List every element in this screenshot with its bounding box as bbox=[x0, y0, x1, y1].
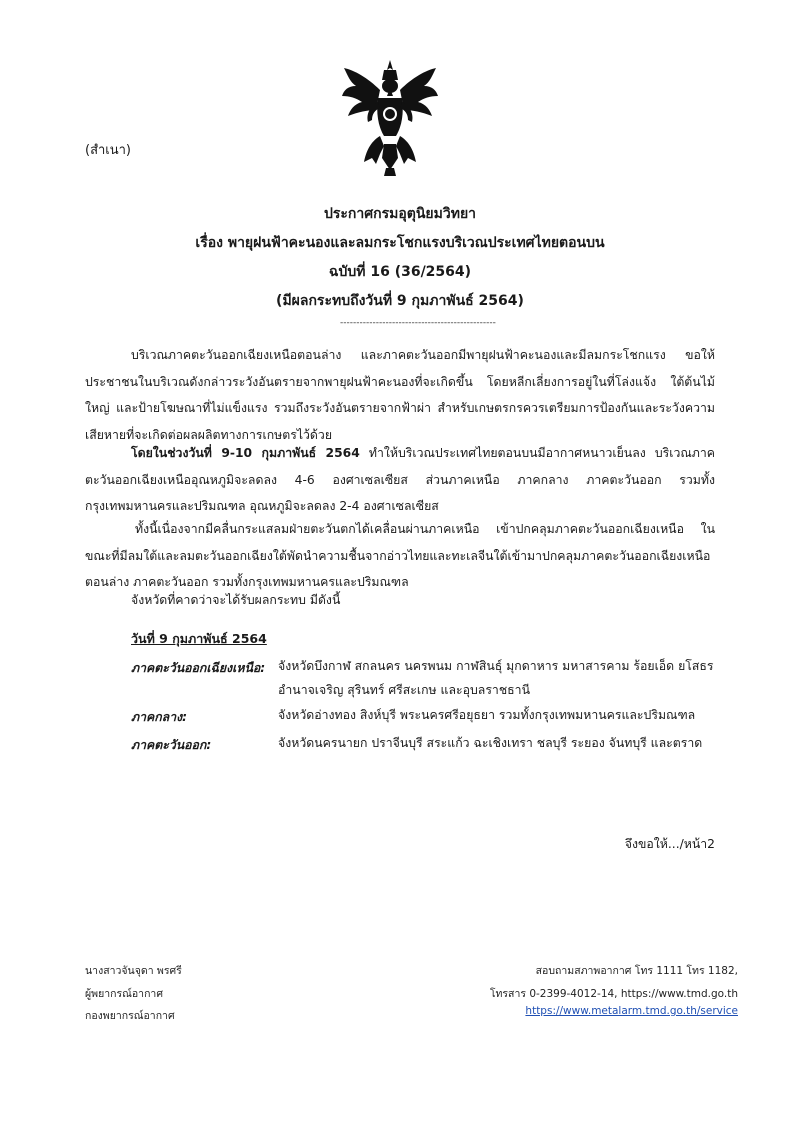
paragraph-temperature bbox=[85, 440, 715, 520]
announcement-issue: ฉบับที่ 16 (36/2564) bbox=[328, 264, 472, 280]
forecaster-division: กองพยากรณ์อากาศ bbox=[85, 1010, 175, 1022]
region-provinces-northeast: จังหวัดบึงกาฬ สกลนคร นครพนม กาฬสินธุ์ มุกดาหาร มหาสารคาม ร้อยเอ็ด ยโสธร อำนาจเจริญ สุรินทร์ ศรีสะเกษ และอุบลราชธานี bbox=[278, 659, 714, 697]
paragraph-warning: บริเวณภาคตะวันออกเฉียงเหนือตอนล่าง และภาคตะวันออกมีพายุฝนฟ้าคะนองและมีลมกระโชกแรง ขอให้ประชาชนในบริเวณดังกล่าวระวังอันตรายจากพายุฝนฟ้าคะนองที่จะเกิดขึ้น โดยหลีกเลี่ยงการอยู่ในที่โล่งแจ้ง ใต้ต้นไม้ใหญ่ และป้ายโฆษณาที่ไม่แข็งแรง รวมถึงระวังอันตรายจากฟ้าผ่า สำหรับเกษตรกรควรเตรียมการป้องกันและระวังความเสียหายที่จะเกิดต่อผลผลิตทางการเกษตรไว้ด้วย bbox=[85, 348, 715, 442]
announcement-effective-date: (มีผลกระทบถึงวันที่ 9 กุมภาพันธ์ 2564) bbox=[276, 293, 524, 309]
region-label-northeast: ภาคตะวันออกเฉียงเหนือ: bbox=[131, 661, 266, 675]
garuda-emblem-icon bbox=[340, 58, 440, 178]
forecaster-name: นางสาวจันจุดา พรศรี bbox=[85, 965, 182, 977]
paragraph-temperature-text: ทำให้บริเวณประเทศไทยตอนบนมีอากาศหนาวเย็นลง บริเวณภาคตะวันออกเฉียงเหนืออุณหภูมิจะลดลง 4-6 องศาเซลเซียส ส่วนภาคเหนือ ภาคกลาง ภาคตะวันออก รวมทั้งกรุงเทพมหานครและปริมณฑล อุณหภูมิจะลดลง 2-4 องศาเซลเซียส bbox=[85, 446, 715, 513]
paragraph-temperature-lead: โดยในช่วงวันที่ 9-10 กุมภาพันธ์ 2564 bbox=[131, 446, 360, 460]
affected-date: วันที่ 9 กุมภาพันธ์ 2564 bbox=[131, 631, 267, 646]
contact-phone: สอบถามสภาพอากาศ โทร 1111 โทร 1182, bbox=[535, 965, 738, 977]
title-divider: ------------------------------------------------ bbox=[340, 318, 496, 328]
region-label-east: ภาคตะวันออก: bbox=[131, 738, 212, 752]
contact-fax-website: โทรสาร 0-2399-4012-14, https://www.tmd.go.th bbox=[489, 988, 738, 1000]
announcement-title: ประกาศกรมอุตุนิยมวิทยา bbox=[323, 206, 477, 222]
service-link[interactable]: https://www.metalarm.tmd.go.th/service bbox=[525, 1005, 738, 1017]
announcement-subject: เรื่อง พายุฝนฟ้าคะนองและลมกระโชกแรงบริเวณประเทศไทยตอนบน bbox=[195, 235, 605, 251]
next-page-note: จึงขอให้.../หน้า2 bbox=[624, 837, 715, 851]
paragraph-cause: ทั้งนี้เนื่องจากมีคลื่นกระแสลมฝ่ายตะวันตกได้เคลื่อนผ่านภาคเหนือ เข้าปกคลุมภาคตะวันออกเฉียงเหนือ ในขณะที่มีลมใต้และลมตะวันออกเฉียงใต้พัดนำความชื้นจากอ่าวไทยและทะเลจีนใต้เข้ามาปกคลุมภาคตะวันออกเฉียงเหนือตอนล่าง ภาคตะวันออก รวมทั้งกรุงเทพมหานครและปริมณฑล bbox=[85, 522, 715, 589]
forecaster-title: ผู้พยากรณ์อากาศ bbox=[85, 988, 163, 1000]
region-provinces-central: จังหวัดอ่างทอง สิงห์บุรี พระนครศรีอยุธยา รวมทั้งกรุงเทพมหานครและปริมณฑล bbox=[278, 708, 696, 722]
region-provinces-east: จังหวัดนครนายก ปราจีนบุรี สระแก้ว ฉะเชิงเทรา ชลบุรี ระยอง จันทบุรี และตราด bbox=[278, 736, 703, 750]
region-label-central: ภาคกลาง: bbox=[131, 710, 188, 724]
paragraph-affected-intro: จังหวัดที่คาดว่าจะได้รับผลกระทบ มีดังนี้ bbox=[131, 593, 341, 607]
copy-mark: (สำเนา) bbox=[85, 143, 132, 158]
